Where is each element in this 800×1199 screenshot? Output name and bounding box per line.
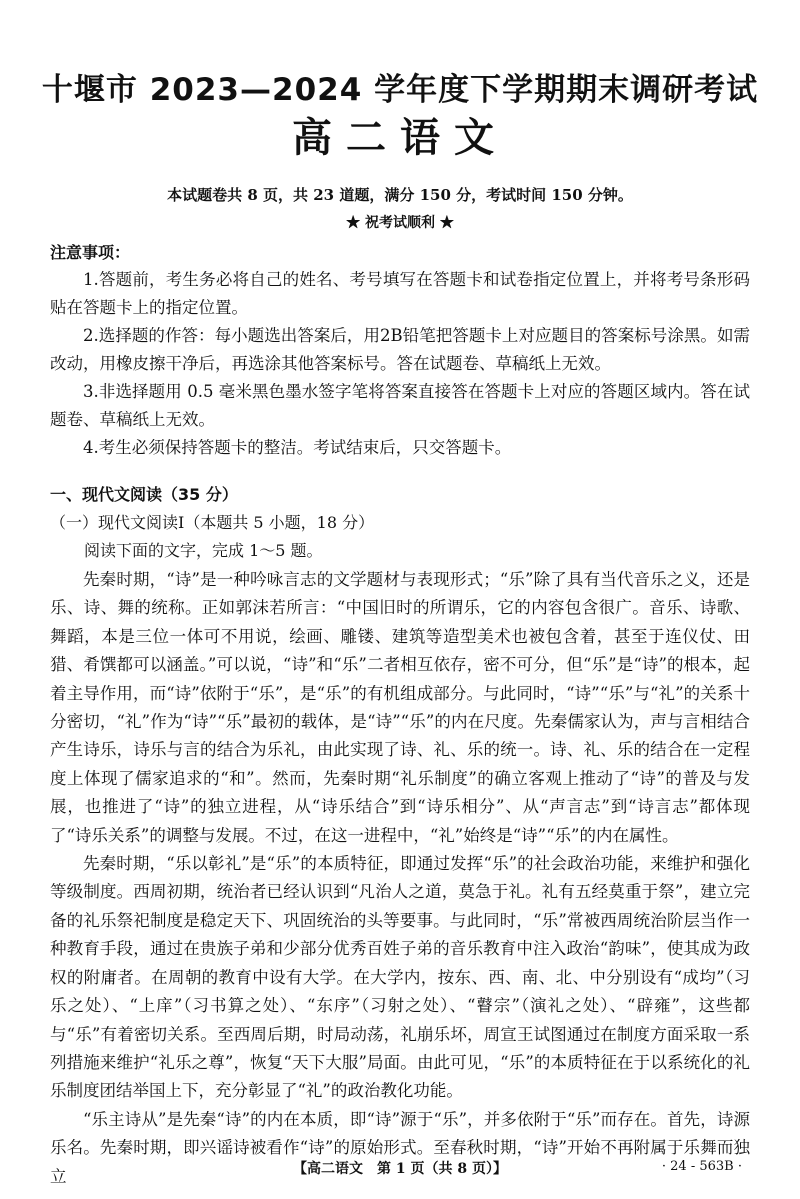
- note-item: 3.非选择题用 0.5 毫米黑色墨水签字笔将答案直接答在答题卡上对应的答题区域内。答在试题卷、草稿纸上无效。: [50, 382, 750, 429]
- note-item: 2.选择题的作答：每小题选出答案后，用2B铅笔把答题卡上对应题目的答案标号涂黑。如需改动，用橡皮擦干净后，再选涂其他答案标号。答在试题卷、草稿纸上无效。: [50, 326, 750, 373]
- notes-title: 注意事项：: [50, 243, 131, 262]
- paper-code: · 24 - 563B ·: [661, 1159, 742, 1174]
- reading-passage: [50, 566, 750, 1191]
- section-subheading: （一）现代文阅读Ⅰ（本题共 5 小题，18 分）: [50, 513, 375, 532]
- section-heading: 一、现代文阅读（35 分）: [50, 485, 238, 504]
- passage-paragraph: 先秦时期，“乐以彰礼”是“乐”的本质特征，即通过发挥“乐”的社会政治功能，来维护和强化等级制度。西周初期，统治者已经认识到“凡治人之道，莫急于礼。礼有五经莫重于祭”，建立完备的礼乐祭祀制度是稳定天下、巩固统治的头等要事。与此同时，“乐”常被西周统治阶层当作一种教育手段，通过在贵族子弟和少部分优秀百姓子弟的音乐教育中注入政治“韵味”，使其成为政权的附庸者。在周朝的教育中设有大学。在大学内，按东、西、南、北、中分别设有“成均”（习乐之处）、“上庠”（习书算之处）、“东序”（习射之处）、“瞽宗”（演礼之处）、“辟雍”，这些都与“乐”有着密切关系。至西周后期，时局动荡，礼崩乐坏，周宣王试图通过在制度方面采取一系列措施来维护“礼乐之尊”，恢复“天下大服”局面。由此可见，“乐”的本质特征在于以系统化的礼乐制度团结举国上下，充分彰显了“礼”的政治教化功能。: [50, 854, 750, 1101]
- subject-title: 高二语文: [292, 115, 508, 161]
- notes-list: [50, 266, 750, 462]
- exam-title: 十堰市 2023—2024 学年度下学期期末调研考试: [41, 72, 759, 108]
- exam-info: 本试题卷共 8 页，共 23 道题，满分 150 分，考试时间 150 分钟。: [167, 186, 633, 204]
- reading-instruction: 阅读下面的文字，完成 1～5 题。: [84, 541, 323, 560]
- note-item: 4.考生必须保持答题卡的整洁。考试结束后，只交答题卡。: [83, 438, 512, 457]
- note-item: 1.答题前，考生务必将自己的姓名、考号填写在答题卡和试卷指定位置上，并将考号条形码贴在答题卡上的指定位置。: [50, 270, 750, 317]
- passage-paragraph: 先秦时期，“诗”是一种吟咏言志的文学题材与表现形式；“乐”除了具有当代音乐之义，还是乐、诗、舞的统称。正如郭沫若所言：“中国旧时的所谓乐，它的内容包含很广。音乐、诗歌、舞蹈，本是三位一体可不用说，绘画、雕镂、建筑等造型美术也被包含着，甚至于连仪仗、田猎、肴馔都可以涵盖。”可以说，“诗”和“乐”二者相互依存，密不可分，但“乐”是“诗”的根本，起着主导作用，而“诗”依附于“乐”，是“乐”的有机组成部分。与此同时，“诗”“乐”与“礼”的关系十分密切，“礼”作为“诗”“乐”最初的载体，是“诗”“乐”的内在尺度。先秦儒家认为，声与言相结合产生诗乐，诗乐与言的结合为乐礼，由此实现了诗、礼、乐的统一。诗、礼、乐的结合在一定程度上体现了儒家追求的“和”。然而，先秦时期“礼乐制度”的确立客观上推动了“诗”的普及与发展，也推进了“诗”的独立进程，从“诗乐结合”到“诗乐相分”、从“声言志”到“诗言志”都体现了“诗乐关系”的调整与发展。不过，在这一进程中，“礼”始终是“诗”“乐”的内在属性。: [50, 570, 750, 845]
- good-luck-banner: ★ 祝考试顺利 ★: [346, 215, 454, 231]
- passage-paragraph: “乐主诗从”是先秦“诗”的内在本质，即“诗”源于“乐”，并多依附于“乐”而存在。首先，诗源乐名。先秦时期，即兴谣诗被看作“诗”的原始形式。至春秋时期，“诗”开始不再附属于乐舞而独立: [50, 1109, 750, 1186]
- page-footer: 【高二语文 第 1 页（共 8 页）】: [293, 1161, 507, 1177]
